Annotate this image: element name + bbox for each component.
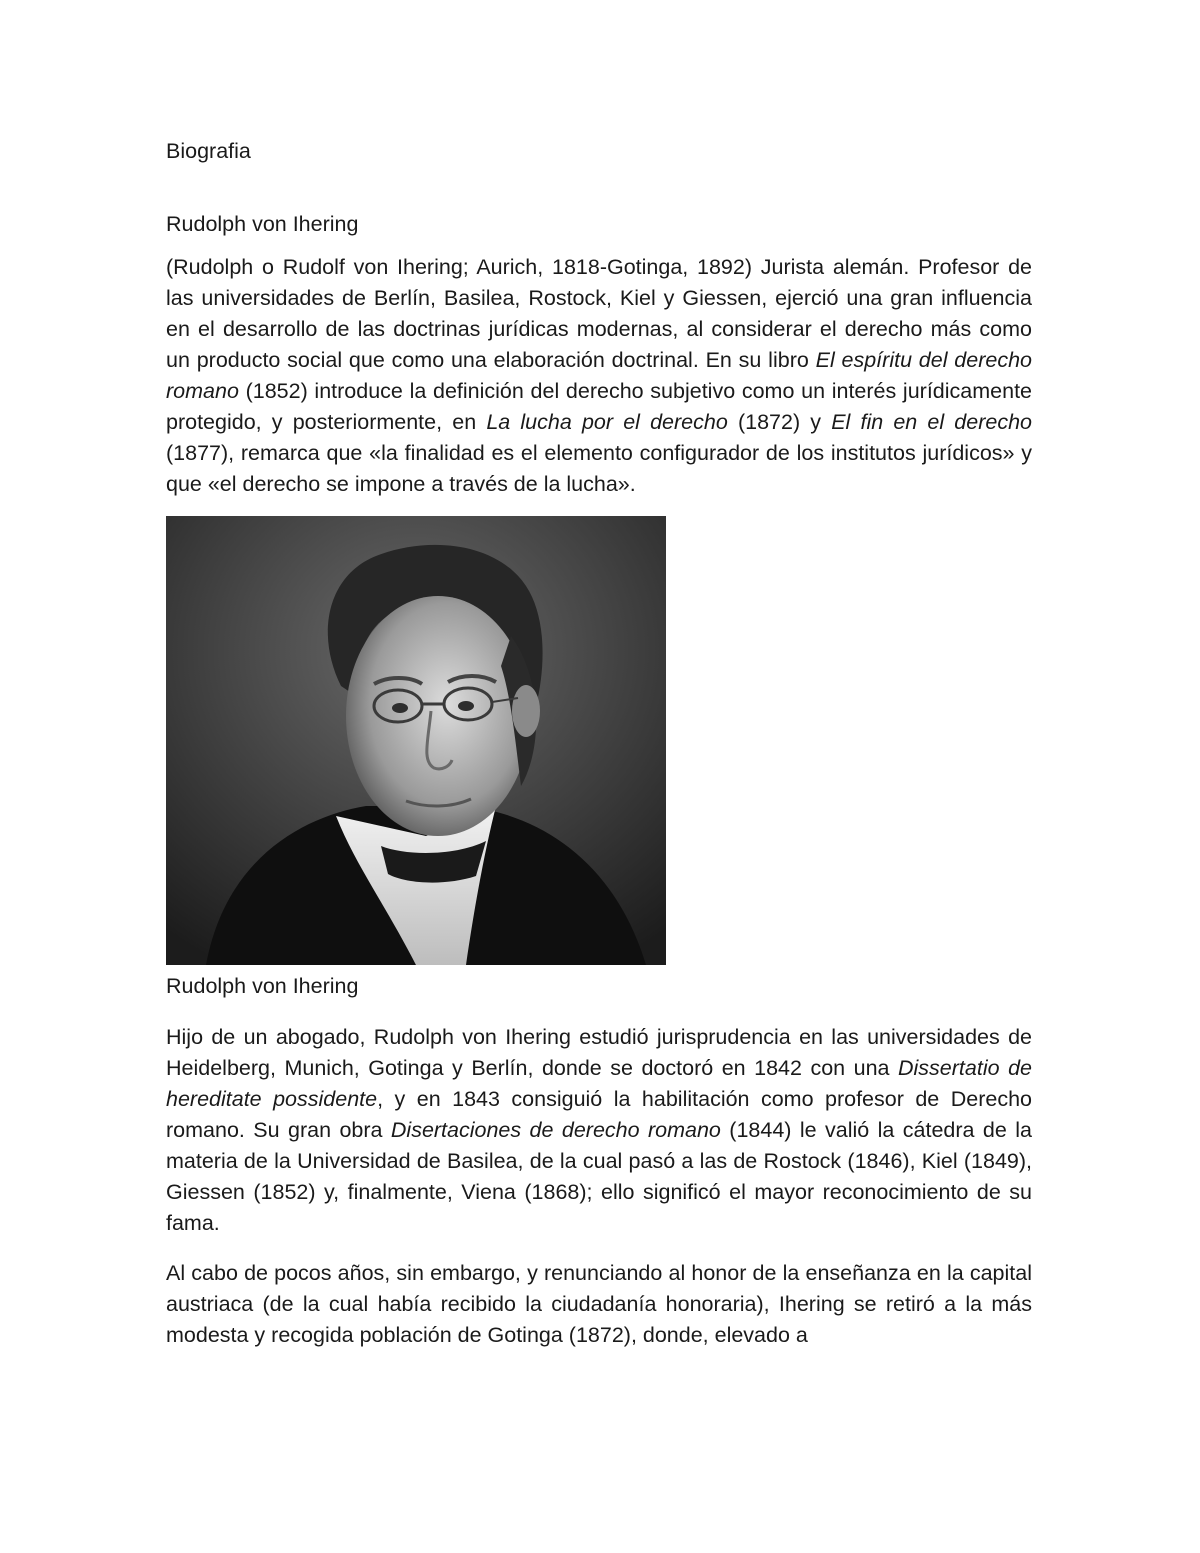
italic-title: La lucha por el derecho — [486, 410, 728, 434]
biography-paragraph-2 — [166, 1022, 1032, 1239]
portrait-photo — [166, 516, 666, 965]
intro-paragraph — [166, 252, 1032, 500]
document-page — [166, 136, 1032, 1351]
text-run: (Rudolph o Rudolf von Ihering; Aurich, 1818-Gotinga, 1892) Jurista alemán. Profesor de las universidades de Berlín, Basilea, Rostock, Kiel y Giessen, ejerció una gran influencia en el desarrollo de las doctrinas jurídicas modernas, al considerar el derecho más como un producto social que como una elaboración doctrinal. En su libro — [166, 255, 1032, 372]
italic-title: El espíritu del derecho romano — [166, 348, 1032, 403]
subject-name: Rudolph von Ihering — [166, 212, 359, 236]
text-run: Al cabo de pocos años, sin embargo, y renunciando al honor de la enseñanza en la capital austriaca (de la cual había recibido la ciudadanía honoraria), Ihering se retiró a la más modesta y recogida población de Gotinga (1872), donde, elevado a — [166, 1261, 1032, 1347]
text-run: Hijo de un abogado, Rudolph von Ihering estudió jurisprudencia en las universidades de Heidelberg, Munich, Gotinga y Berlín, donde se doctoró en 1842 con una — [166, 1025, 1032, 1080]
text-run: (1852) introduce la definición del derecho subjetivo como un interés jurídicamente protegido, y posteriormente, en — [166, 379, 1032, 434]
text-run: (1844) le valió la cátedra de la materia de la Universidad de Basilea, de la cual pasó a las de Rostock (1846), Kiel (1849), Giessen (1852) y, finalmente, Viena (1868); ello significó el mayor reconocimiento de su fama. — [166, 1118, 1032, 1235]
text-run: (1877), remarca que «la finalidad es el elemento configurador de los institutos jurídicos» y que «el derecho se impone a través de la lucha». — [166, 441, 1032, 496]
text-run: , y en 1843 consiguió la habilitación como profesor de Derecho romano. Su gran obra — [166, 1087, 1032, 1142]
italic-title: El fin en el derecho — [831, 410, 1033, 434]
italic-title: Disertaciones de derecho romano — [390, 1118, 721, 1142]
italic-title: Dissertatio de hereditate possidente — [166, 1056, 1032, 1111]
document-heading: Biografia — [166, 139, 251, 163]
biography-paragraph-3 — [166, 1258, 1032, 1351]
portrait-caption: Rudolph von Ihering — [166, 974, 359, 998]
text-run: (1872) y — [727, 410, 832, 434]
